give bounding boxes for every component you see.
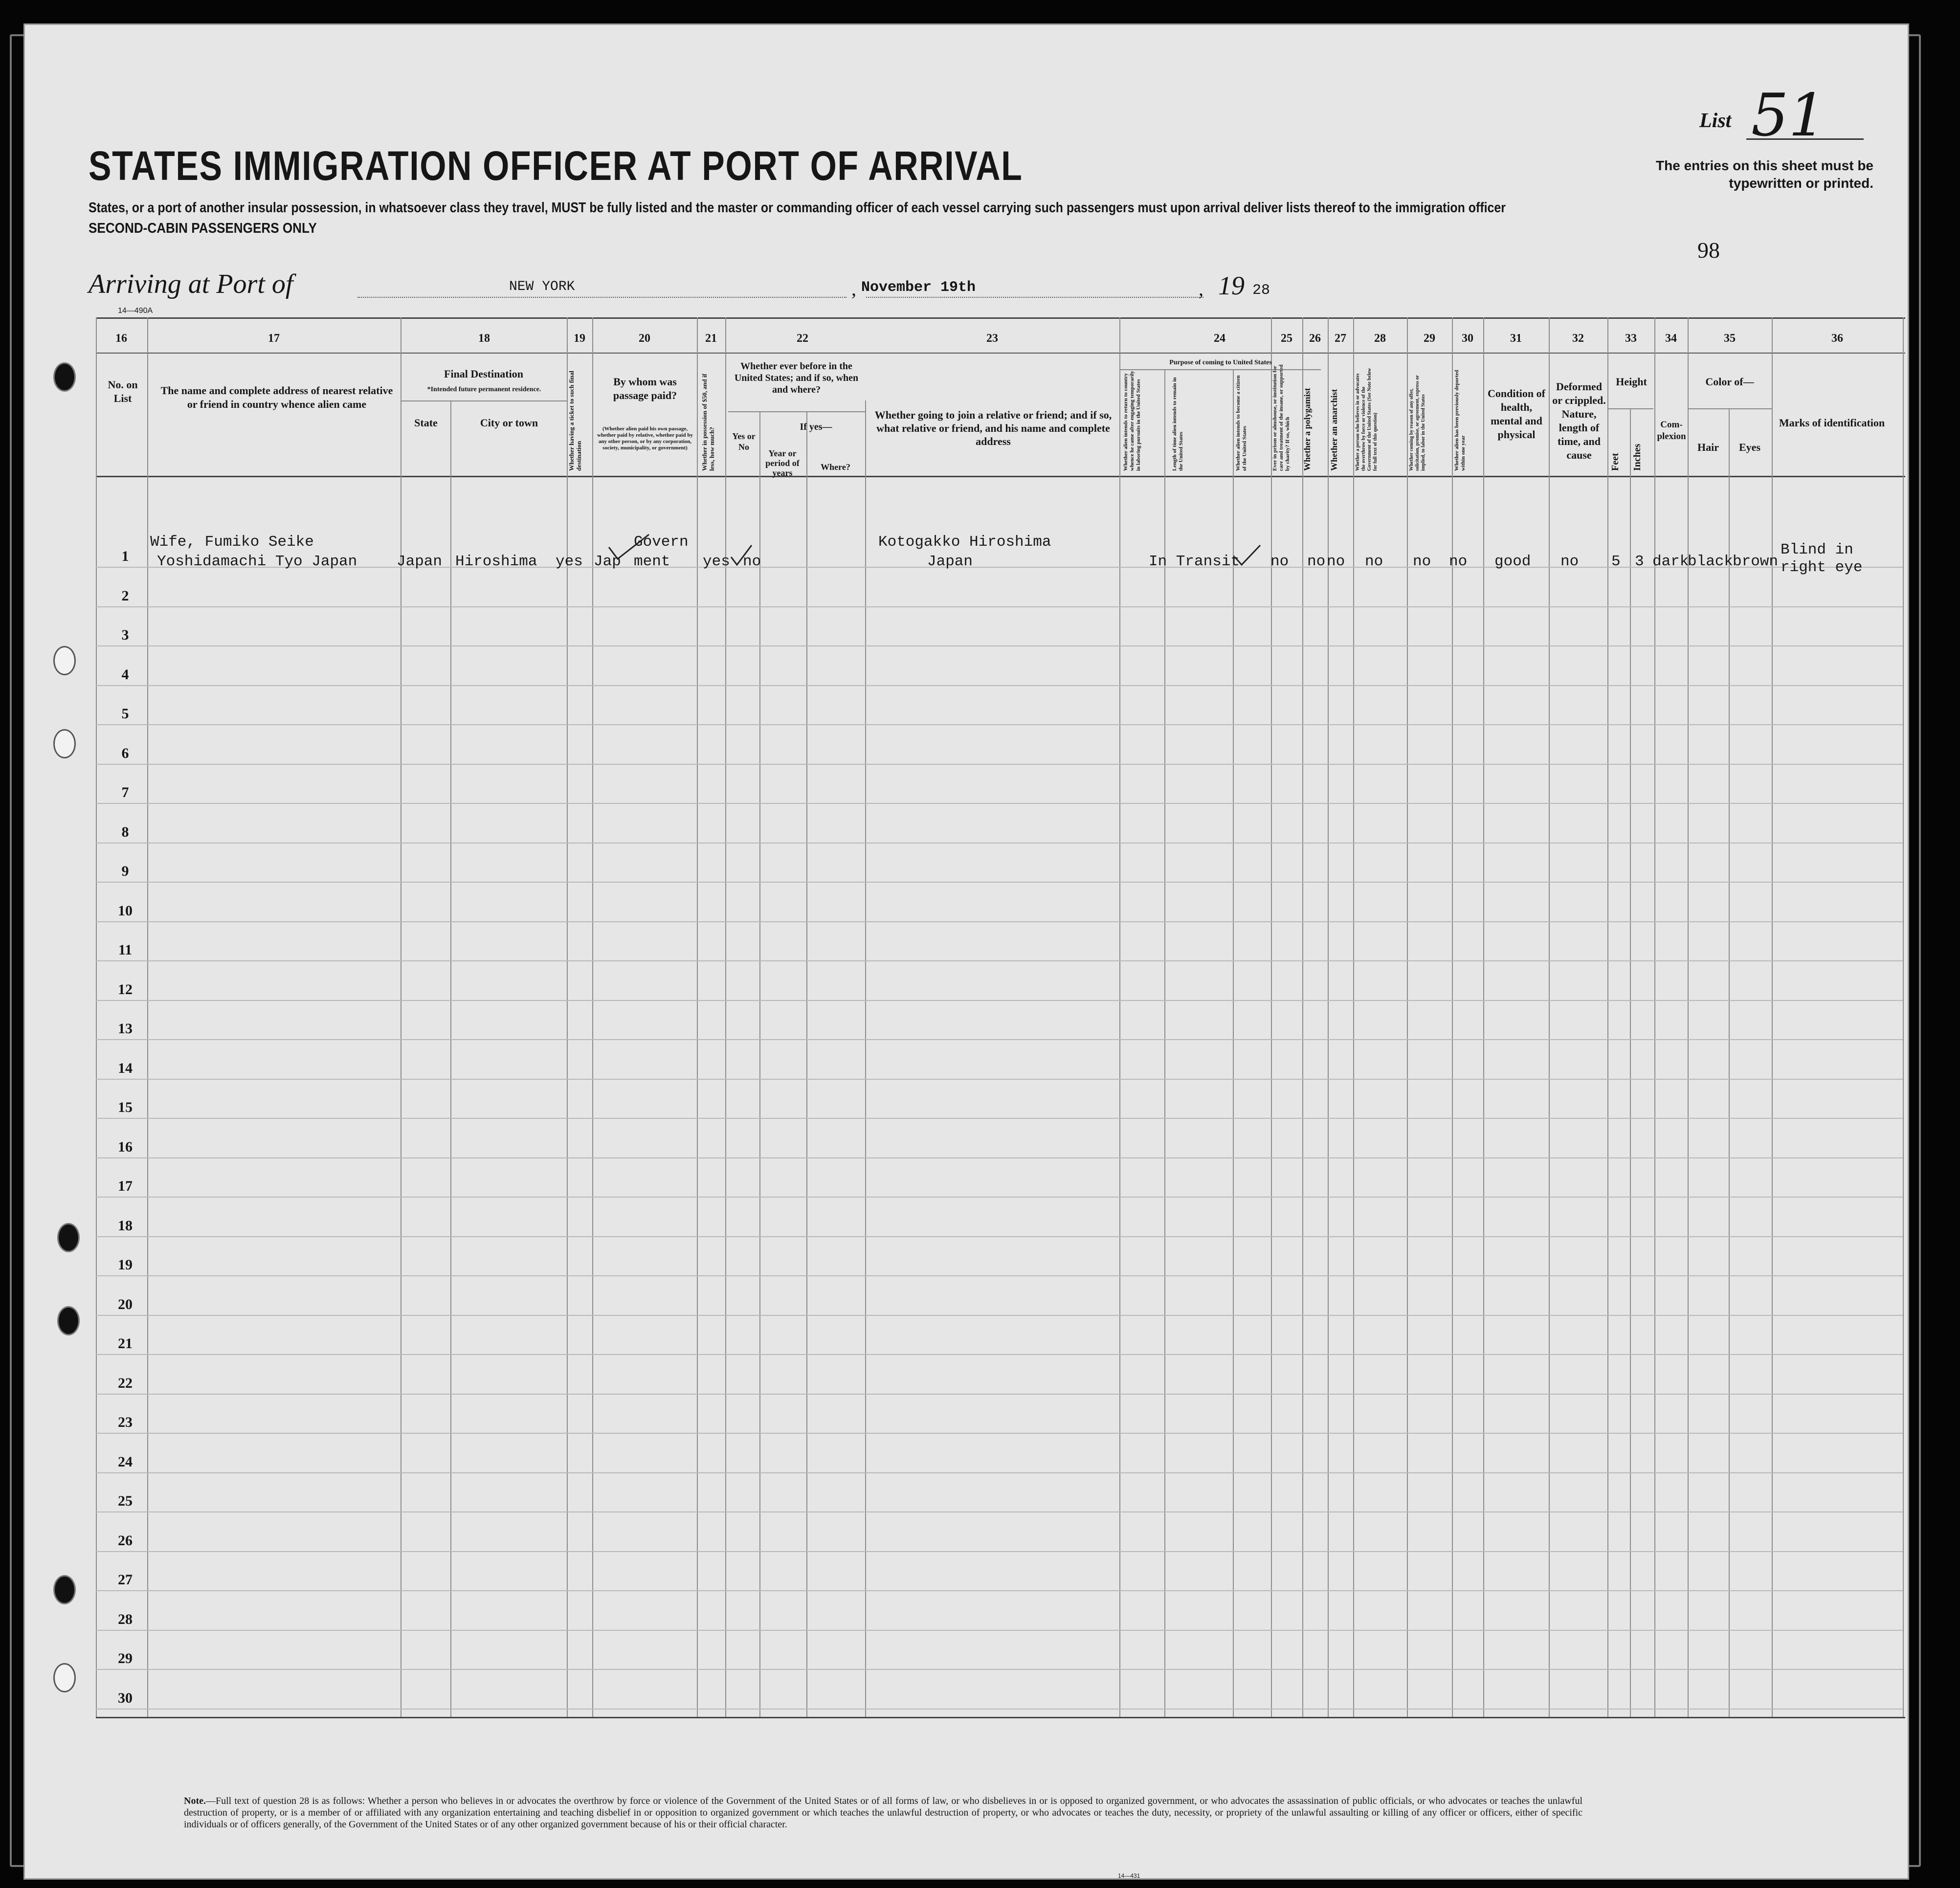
col33-inches: Inches <box>1632 444 1643 471</box>
row-rule <box>96 685 1903 686</box>
col22-subrule <box>728 411 865 412</box>
manifest-sheet <box>23 23 1909 1880</box>
binder-hole <box>53 729 76 758</box>
column-rule <box>1688 317 1689 1717</box>
column-number: 36 <box>1831 332 1843 345</box>
row-rule <box>96 1039 1903 1040</box>
column-rule <box>1903 317 1904 1717</box>
table-top-rule <box>96 317 1905 319</box>
column-number: 26 <box>1309 332 1321 345</box>
entry-length-of-stay: In Transit <box>1149 553 1240 570</box>
row-rule <box>96 567 1903 568</box>
list-label: List <box>1699 110 1732 132</box>
column-rule <box>1233 369 1234 1717</box>
row-rule <box>96 1079 1903 1080</box>
column-rule <box>1302 317 1303 1717</box>
year-suffix: 28 <box>1252 282 1270 299</box>
row-number: 19 <box>118 1257 133 1273</box>
row-number: 11 <box>118 942 133 958</box>
row-number: 25 <box>118 1493 133 1509</box>
column-number: 33 <box>1625 332 1637 345</box>
col18-city: City or town <box>480 417 538 429</box>
col18-heading: Final Destination <box>444 368 523 380</box>
entry-eyes: brown <box>1733 553 1779 570</box>
col35-heading: Color of— <box>1705 376 1754 388</box>
col17-heading: The name and complete address of nearest relative or friend in country whence alien came <box>160 384 393 410</box>
entry-ticket: yes <box>556 553 583 570</box>
row-rule <box>96 764 1903 765</box>
row-rule <box>96 606 1903 607</box>
col35-hair: Hair <box>1697 441 1719 453</box>
column-number: 25 <box>1281 332 1292 345</box>
col22-heading: Whether ever before in the United States; and if so, when and where? <box>734 361 859 395</box>
column-rule <box>1729 408 1730 1717</box>
column-rule <box>1164 369 1165 1717</box>
column-number: 17 <box>268 332 280 345</box>
row-rule <box>96 1590 1903 1591</box>
row-rule <box>96 882 1903 883</box>
col32-heading: Deformed or crippled. Nature, length of time, and cause <box>1552 380 1606 461</box>
column-rule <box>1452 317 1453 1717</box>
entry-complexion: dark <box>1652 553 1689 570</box>
row-rule <box>96 1669 1903 1670</box>
col31-heading: Condition of health, mental and physical <box>1488 387 1545 441</box>
entry-relative-line1: Wife, Fumiko Seike <box>150 533 314 551</box>
column-rule <box>1607 317 1608 1717</box>
col33-subrule <box>1608 408 1653 409</box>
column-number: 29 <box>1424 332 1435 345</box>
col22-yesno: Yes or No <box>732 431 756 452</box>
form-code: 14—490A <box>118 307 153 315</box>
list-number-underline <box>1746 138 1864 140</box>
row-rule <box>96 1551 1903 1552</box>
col18-note: *Intended future permanent residence. <box>427 386 541 393</box>
col24-citizen: Whether alien intends to become a citizen of the United States <box>1235 375 1247 471</box>
sheet-number: 98 <box>1697 238 1720 263</box>
binder-hole <box>53 362 76 392</box>
col23-heading: Whether going to join a relative or friend; and if so, what relative or friend, and his name and complete address <box>874 409 1112 447</box>
row-number: 17 <box>118 1178 133 1194</box>
col22-year: Year or period of years <box>765 448 800 478</box>
row-number: 10 <box>118 902 133 919</box>
col20-note: (Whether alien paid his own passage, whether paid by relative, whether paid by any other person, or by any corporation, society, municipality, or government) <box>597 426 693 451</box>
entry-join-line1: Kotogakko Hiroshima <box>878 533 1051 551</box>
entry-marks-line2: right eye <box>1781 559 1863 576</box>
row-rule <box>96 1511 1903 1512</box>
entry-polygamist: no <box>1307 553 1326 570</box>
row-number: 18 <box>118 1217 133 1234</box>
typewritten-note: The entries on this sheet must be typewritten or printed. <box>1656 158 1873 191</box>
col16-heading: No. on List <box>108 378 138 404</box>
page-title: STATES IMMIGRATION OFFICER AT PORT OF ARRIVAL <box>89 143 1023 189</box>
col18-state: State <box>414 417 438 429</box>
row-rule <box>96 921 1903 922</box>
row-number: 1 <box>121 548 129 564</box>
row-rule <box>96 843 1903 844</box>
column-rule <box>592 317 593 1717</box>
row-number: 3 <box>121 627 129 643</box>
row-number: 23 <box>118 1414 133 1430</box>
column-number: 24 <box>1214 332 1225 345</box>
entry-health: good <box>1494 553 1531 570</box>
column-number: 31 <box>1510 332 1522 345</box>
entry-inches: 3 <box>1635 553 1644 570</box>
row-rule <box>96 645 1903 646</box>
list-number: 51 <box>1751 82 1826 150</box>
col24-subrule <box>1120 369 1321 370</box>
row-number: 21 <box>118 1335 133 1352</box>
row-rule <box>96 1236 1903 1237</box>
col20-heading: By whom was passage paid? <box>613 376 677 401</box>
entry-paid-line1: Govern <box>634 533 689 551</box>
column-number: 21 <box>705 332 717 345</box>
entry-overthrow: no <box>1365 553 1383 570</box>
col35-eyes: Eyes <box>1739 441 1760 453</box>
row-number: 22 <box>118 1375 133 1391</box>
entry-marks-line1: Blind in <box>1781 541 1853 558</box>
row-rule <box>96 1000 1903 1001</box>
row-number: 2 <box>121 587 129 604</box>
entry-labor-offer: no <box>1413 553 1431 570</box>
row-number: 27 <box>118 1572 133 1588</box>
column-rule <box>697 317 698 1717</box>
entry-before-us: no <box>743 553 761 570</box>
entry-hair: black <box>1688 553 1734 570</box>
table-bottom-rule <box>96 1717 1905 1718</box>
arriving-label: Arriving at Port of <box>89 269 293 299</box>
row-rule <box>96 1315 1903 1316</box>
column-rule <box>1119 317 1120 1717</box>
col34-heading: Com-plexion <box>1657 420 1686 442</box>
entry-paid-line2: ment <box>634 553 670 570</box>
col24-heading: Purpose of coming to United States <box>1169 359 1272 366</box>
row-number: 13 <box>118 1021 133 1037</box>
col35-subrule <box>1688 408 1772 409</box>
entry-join-line2: Japan <box>927 553 973 570</box>
col28-heading: Whether a person who believes in or advocates the overthrow by force or violence of the Government of the United States (See Note below for full text of this question) <box>1355 368 1378 471</box>
column-number: 32 <box>1572 332 1584 345</box>
column-rule <box>147 317 148 1717</box>
date-value: November 19th <box>861 279 976 296</box>
row-number: 15 <box>118 1099 133 1115</box>
entry-deformed: no <box>1560 553 1579 570</box>
col22-where: Where? <box>821 462 850 472</box>
check-mark <box>607 533 651 562</box>
column-number: 30 <box>1462 332 1473 345</box>
comma-2: , <box>1199 278 1203 300</box>
column-number: 34 <box>1665 332 1677 345</box>
entry-state: Japan <box>397 553 443 570</box>
col26-heading: Whether a polygamist <box>1302 388 1312 471</box>
column-number: 19 <box>574 332 585 345</box>
row-number: 30 <box>118 1689 133 1706</box>
col33-heading: Height <box>1616 376 1647 388</box>
check-mark <box>1233 543 1262 568</box>
row-rule <box>96 1709 1903 1710</box>
col22-ifyes: If yes— <box>800 422 832 432</box>
row-number: 20 <box>118 1296 133 1312</box>
row-number: 14 <box>118 1060 133 1076</box>
row-number: 12 <box>118 981 133 998</box>
col33-feet: Feet <box>1610 453 1621 471</box>
column-rule <box>567 317 568 1717</box>
row-rule <box>96 1354 1903 1355</box>
row-number: 29 <box>118 1650 133 1666</box>
row-rule <box>96 960 1903 961</box>
date-line <box>866 297 1203 298</box>
column-rule <box>1483 317 1484 1717</box>
row-rule <box>96 803 1903 804</box>
row-number: 8 <box>121 823 129 840</box>
port-line <box>357 297 846 298</box>
entry-deported: no <box>1449 553 1468 570</box>
entry-relative-line2: Yoshidamachi Tyo Japan <box>157 553 357 570</box>
column-rule <box>1328 317 1329 1717</box>
row-number: 6 <box>121 745 129 761</box>
entry-anarchist: no <box>1327 553 1345 570</box>
row-rule <box>96 1630 1903 1631</box>
column-number: 20 <box>639 332 650 345</box>
col18-subrule <box>401 400 567 401</box>
row-rule <box>96 1472 1903 1473</box>
port-value: NEW YORK <box>509 279 575 294</box>
row-number: 28 <box>118 1611 133 1627</box>
column-rule <box>806 411 807 1717</box>
col29-heading: Whether coming by reason of any offer, solicitation, promise, or agreement, express or implied, to labor in the United States <box>1409 375 1426 471</box>
col27-heading: Whether an anarchist <box>1329 389 1339 471</box>
entry-money: yes <box>703 553 730 570</box>
footnote-label: Note. <box>184 1796 206 1806</box>
column-rule <box>1407 317 1408 1717</box>
column-number: 18 <box>478 332 490 345</box>
check-mark <box>729 543 754 568</box>
row-rule <box>96 1197 1903 1198</box>
column-number-rule <box>96 353 1905 354</box>
entry-paid-prefix: Jap <box>594 553 621 570</box>
footnote-text: —Full text of question 28 is as follows: Whether a person who believes in or advocates the overthrow by force or violence of the Government of the United States or of all forms of law, or who disbelieves in or is opposed to organized government, or who advocates the assassination of public officials, or who advocates or teaches the unlawful destruction of property, or is a member of or affiliated with any organization entertaining and teaching disbelief in or opposition to organized government or which teaches the unlawful destruction of property, or who advocates or teaches the duty, necessity, or propriety of the unlawful assaulting or killing of any officer or officers, either of specific individuals or of officers generally, of the Government of the United States or of any other organized government because of his or their official character. <box>184 1796 1582 1830</box>
column-number: 35 <box>1724 332 1736 345</box>
column-rule <box>759 411 760 1717</box>
column-number: 22 <box>797 332 808 345</box>
column-rule <box>450 400 451 1717</box>
row-rule <box>96 1275 1903 1276</box>
column-number: 27 <box>1335 332 1346 345</box>
col24-length: Length of time alien intends to remain in the United States <box>1172 377 1184 471</box>
binder-hole <box>57 1306 80 1335</box>
column-rule <box>1271 317 1272 1717</box>
col36-heading: Marks of identification <box>1779 417 1885 429</box>
binder-hole <box>57 1223 80 1252</box>
column-rule <box>1654 317 1655 1717</box>
row-rule <box>96 1433 1903 1434</box>
row-number: 26 <box>118 1532 133 1549</box>
row-number: 24 <box>118 1453 133 1470</box>
binder-hole <box>53 1575 76 1604</box>
column-rule <box>1353 317 1354 1717</box>
column-number: 16 <box>115 332 127 345</box>
instruction-text: States, or a port of another insular possession, in whatsoever class they travel, MUST be fully listed and the master or commanding officer of each vessel carrying such passengers must upon arrival deliver lists thereof to the immigration officer <box>89 200 1506 216</box>
row-number: 16 <box>118 1138 133 1155</box>
binder-hole <box>53 1663 76 1692</box>
footnote <box>184 1795 1582 1830</box>
col24-return: Whether alien intends to return to country whence he came after engaging temporarily in laboring pursuits in the United States <box>1123 371 1141 471</box>
col25-heading: Ever in prison or almshouse, or institution for care and treatment of the insane, or supported by charity? If so, which <box>1272 364 1291 471</box>
row-number: 4 <box>121 666 129 683</box>
col21-heading: Whether in possession of $50, and if less, how much? <box>701 374 715 471</box>
binder-hole <box>53 646 76 675</box>
row-rule <box>96 1394 1903 1395</box>
col30-heading: Whether alien has been previously deported within one year <box>1454 370 1466 471</box>
comma-1: , <box>851 278 856 300</box>
col19-heading: Whether having a ticket to such final destination <box>568 371 582 471</box>
column-rule <box>865 400 866 1717</box>
row-number: 5 <box>121 706 129 722</box>
entry-feet: 5 <box>1611 553 1621 570</box>
column-rule <box>1630 408 1631 1717</box>
row-rule <box>96 724 1903 725</box>
row-rule <box>96 1157 1903 1158</box>
column-rule <box>1772 317 1773 1717</box>
row-number: 9 <box>121 863 129 879</box>
entry-prison: no <box>1270 553 1289 570</box>
class-label: SECOND-CABIN PASSENGERS ONLY <box>89 221 317 236</box>
column-rule <box>725 317 726 1717</box>
year-prefix: 19 <box>1218 271 1245 300</box>
header-bottom-rule <box>96 476 1905 477</box>
row-number: 7 <box>121 784 129 800</box>
column-rule <box>1549 317 1550 1717</box>
footnote-form-code: 14—431 <box>1118 1872 1140 1879</box>
column-number: 28 <box>1374 332 1386 345</box>
column-number: 23 <box>986 332 998 345</box>
column-rule <box>96 317 97 1717</box>
row-rule <box>96 1118 1903 1119</box>
entry-city: Hiroshima <box>455 553 537 570</box>
